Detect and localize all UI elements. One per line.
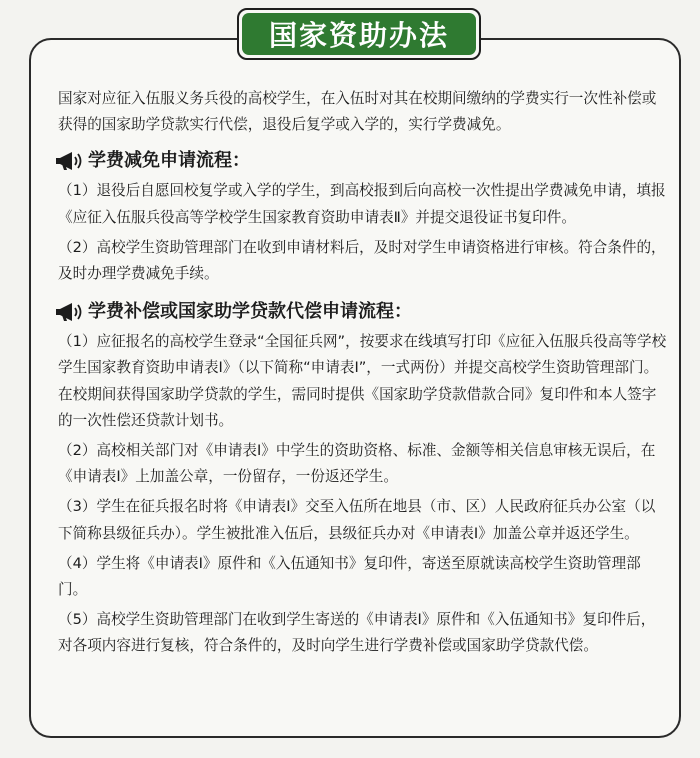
section-heading-text: 学费补偿或国家助学贷款代偿申请流程： <box>88 301 412 323</box>
section-heading-fee-waiver <box>54 146 668 176</box>
megaphone-icon <box>54 150 84 172</box>
section-heading-compensation <box>54 297 668 327</box>
list-item: （3）学生在征兵报名时将《申请表Ⅰ》交至入伍所在地县（市、区）人民政府征兵办公室（以下简称县级征兵办）。学生被批准入伍后，县级征兵办对《申请表Ⅰ》加盖公章并返还学生。 <box>58 498 656 542</box>
list-item: （2）高校相关部门对《申请表Ⅰ》中学生的资助资格、标准、金额等相关信息审核无误后，在《申请表Ⅰ》上加盖公章，一份留存，一份返还学生。 <box>58 442 656 486</box>
content-body <box>58 86 668 660</box>
list-item: （1）退役后自愿回校复学或入学的学生，到高校报到后向高校一次性提出学费减免申请，填报《应征入伍服兵役高等学校学生国家教育资助申请表Ⅱ》并提交退役证书复印件。 <box>58 182 666 226</box>
title-banner <box>237 8 481 60</box>
list-item: （5）高校学生资助管理部门在收到学生寄送的《申请表Ⅰ》原件和《入伍通知书》复印件后，对各项内容进行复核，符合条件的，及时向学生进行学费补偿或国家助学贷款代偿。 <box>58 611 656 655</box>
section-heading-text: 学费减免申请流程： <box>88 150 250 172</box>
list-item: （2）高校学生资助管理部门在收到申请材料后，及时对学生申请资格进行审核。符合条件的，及时办理学费减免手续。 <box>58 238 666 283</box>
list-item: （1）应征报名的高校学生登录“全国征兵网”，按要求在线填写打印《应征入伍服兵役高等学校学生国家教育资助申请表Ⅰ》（以下简称“申请表Ⅰ”，一式两份）并提交高校学生资助管理部门。在校期间获得国家助学贷款的学生，需同时提供《国家助学贷款借款合同》复印件和本人签字的一次性偿还贷款计划书。 <box>58 333 667 429</box>
intro-paragraph: 国家对应征入伍服义务兵役的高校学生，在入伍时对其在校期间缴纳的学费实行一次性补偿或获得的国家助学贷款实行代偿，退役后复学或入学的，实行学费减免。 <box>58 90 657 134</box>
page-title: 国家资助办法 <box>242 13 476 55</box>
megaphone-icon <box>54 301 84 323</box>
list-item: （4）学生将《申请表Ⅰ》原件和《入伍通知书》复印件，寄送至原就读高校学生资助管理部门。 <box>58 554 641 599</box>
